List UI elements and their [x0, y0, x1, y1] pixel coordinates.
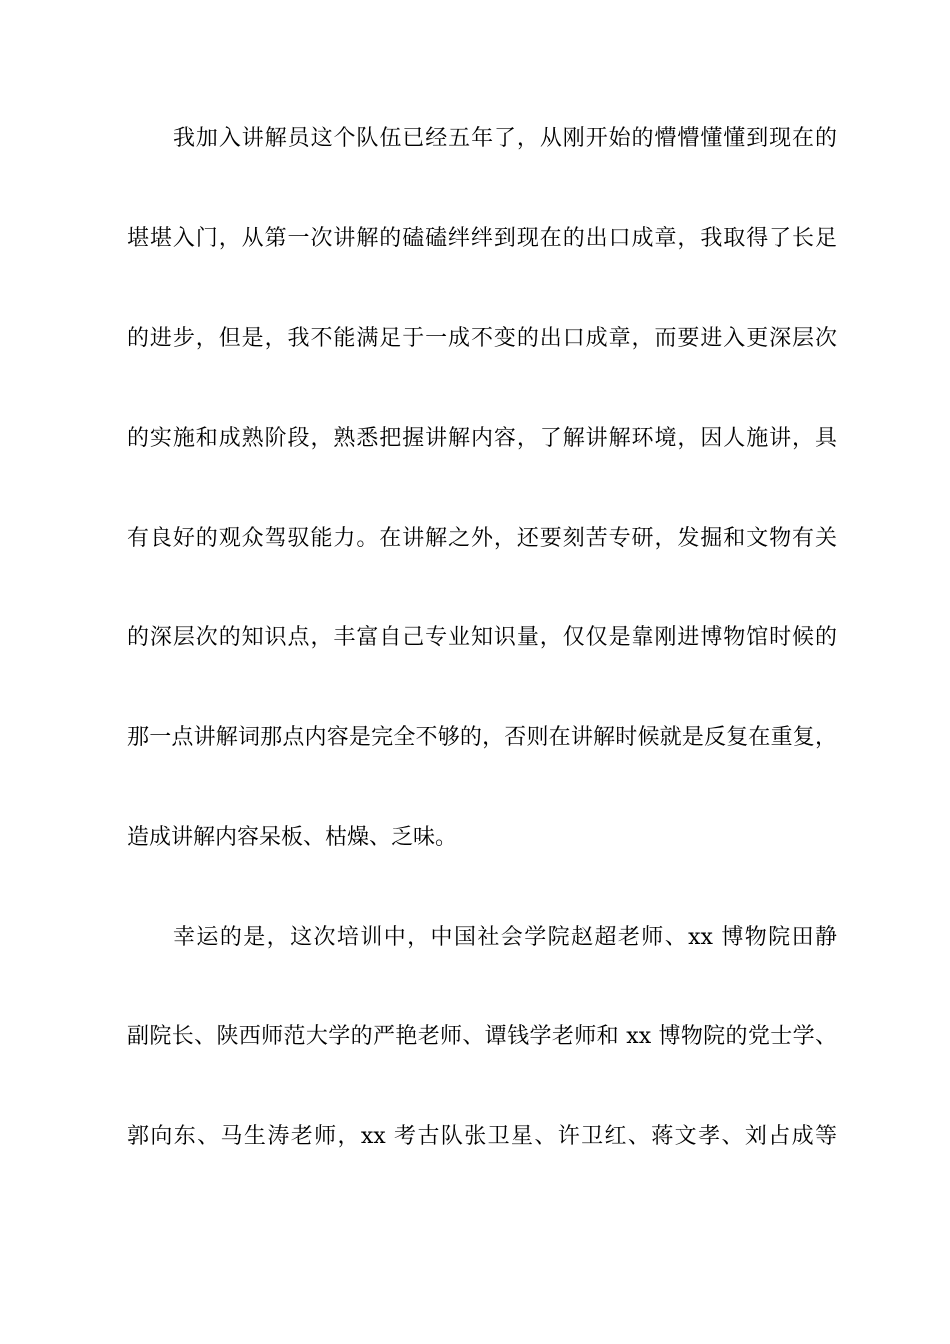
text-line: 郭向东、马生涛老师，xx 考古队张卫星、许卫红、蒋文孝、刘占成等 — [127, 1124, 837, 1149]
text-line: 堪堪入门，从第一次讲解的磕磕绊绊到现在的出口成章，我取得了长足 — [127, 226, 837, 251]
text-line: 的进步，但是，我不能满足于一成不变的出口成章，而要进入更深层次 — [127, 326, 837, 351]
text-line: 的深层次的知识点，丰富自己专业知识量，仅仅是靠刚进博物馆时候的 — [127, 625, 837, 650]
text-line: 幸运的是，这次培训中，中国社会学院赵超老师、xx 博物院田静 — [173, 925, 837, 950]
text-line: 有良好的观众驾驭能力。在讲解之外，还要刻苦专研，发掘和文物有关 — [127, 526, 837, 551]
text-line: 副院长、陕西师范大学的严艳老师、谭钱学老师和 xx 博物院的党士学、 — [127, 1024, 837, 1049]
text-line: 的实施和成熟阶段，熟悉把握讲解内容，了解讲解环境，因人施讲，具 — [127, 426, 837, 451]
text-line: 造成讲解内容呆板、枯燥、乏味。 — [127, 825, 458, 850]
text-line: 我加入讲解员这个队伍已经五年了，从刚开始的懵懵懂懂到现在的 — [173, 126, 837, 151]
text-line: 那一点讲解词那点内容是完全不够的，否则在讲解时候就是反复在重复， — [127, 725, 837, 750]
